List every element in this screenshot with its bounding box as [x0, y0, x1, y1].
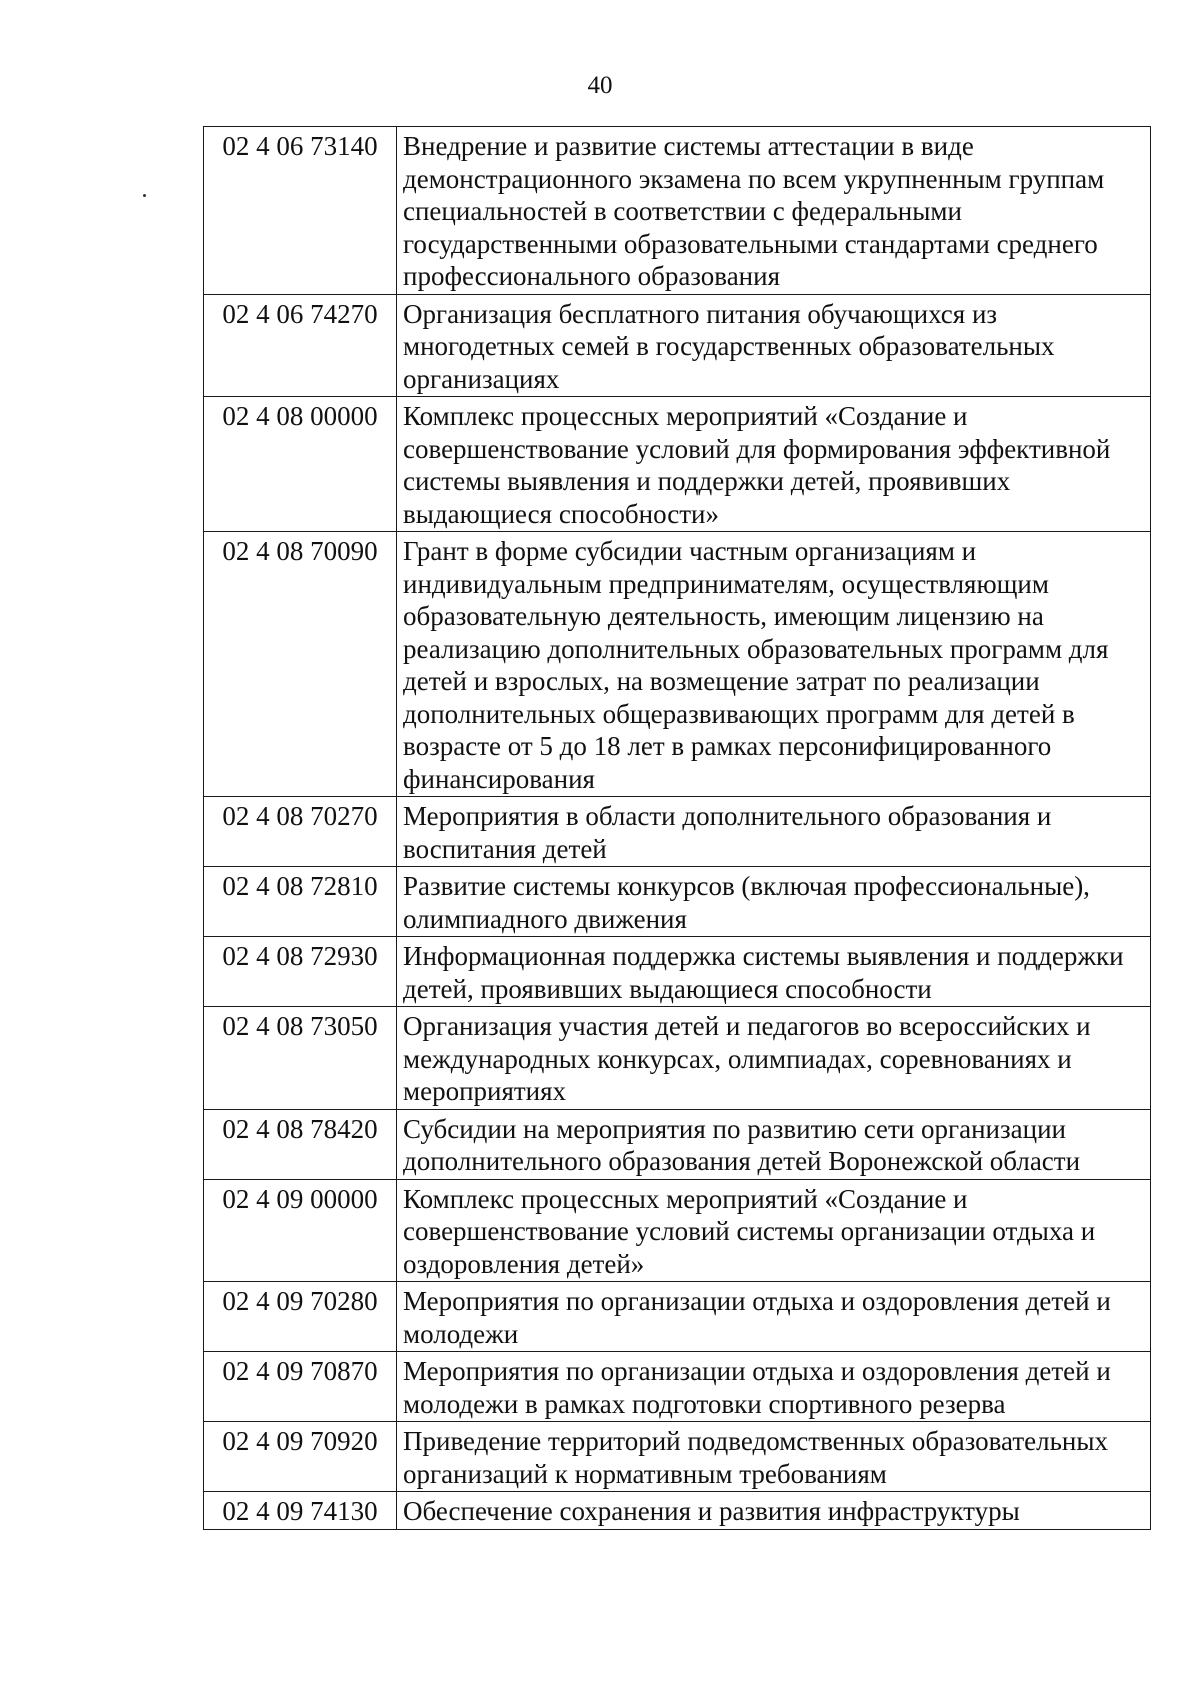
- code-cell: 02 4 08 78420: [204, 1109, 397, 1179]
- description-cell: Приведение территорий подведомственных образовательных организаций к нормативным требованиям: [397, 1422, 1151, 1492]
- table-row: [204, 1109, 1151, 1179]
- code-cell: 02 4 08 73050: [204, 1007, 397, 1110]
- description-cell: Организация бесплатного питания обучающихся из многодетных семей в государственных образовательных организациях: [397, 294, 1151, 397]
- code-cell: 02 4 09 00000: [204, 1179, 397, 1282]
- description-cell: Комплекс процессных мероприятий «Создание и совершенствование условий системы организации отдыха и оздоровления детей»: [397, 1179, 1151, 1282]
- table-row: [204, 1007, 1151, 1110]
- description-cell: Мероприятия в области дополнительного образования и воспитания детей: [397, 797, 1151, 867]
- table-row: [204, 532, 1151, 797]
- code-cell: 02 4 09 70280: [204, 1282, 397, 1352]
- table-row: [204, 1492, 1151, 1530]
- table-row: [204, 294, 1151, 397]
- description-cell: Субсидии на мероприятия по развитию сети организации дополнительного образования детей Воронежской области: [397, 1109, 1151, 1179]
- description-cell: Внедрение и развитие системы аттестации в виде демонстрационного экзамена по всем укрупненным группам специальностей в соответствии с федеральными государственными образовательными стандартами среднего профессионального образования: [397, 127, 1151, 295]
- table-row: [204, 797, 1151, 867]
- table-row: [204, 1352, 1151, 1422]
- description-cell: Обеспечение сохранения и развития инфраструктуры: [397, 1492, 1151, 1530]
- code-cell: 02 4 06 73140: [204, 127, 397, 295]
- code-cell: 02 4 08 70090: [204, 532, 397, 797]
- page-number: 40: [587, 72, 613, 99]
- table-row: [204, 937, 1151, 1007]
- code-cell: 02 4 09 70870: [204, 1352, 397, 1422]
- table-row: [204, 867, 1151, 937]
- table-row: [204, 1179, 1151, 1282]
- description-cell: Грант в форме субсидии частным организациям и индивидуальным предпринимателям, осуществляющим образовательную деятельность, имеющим лицензию на реализацию дополнительных образовательных программ для детей и взрослых, на возмещение затрат по реализации дополнительных общеразвивающих программ для детей в возрасте от 5 до 18 лет в рамках персонифицированного финансирования: [397, 532, 1151, 797]
- table-row: [204, 127, 1151, 295]
- description-cell: Информационная поддержка системы выявления и поддержки детей, проявивших выдающиеся способности: [397, 937, 1151, 1007]
- budget-code-table: [203, 126, 1151, 1530]
- code-cell: 02 4 06 74270: [204, 294, 397, 397]
- description-cell: Мероприятия по организации отдыха и оздоровления детей и молодежи в рамках подготовки спортивного резерва: [397, 1352, 1151, 1422]
- scan-speck: [143, 194, 146, 197]
- description-cell: Развитие системы конкурсов (включая профессиональные), олимпиадного движения: [397, 867, 1151, 937]
- code-cell: 02 4 08 72810: [204, 867, 397, 937]
- code-cell: 02 4 09 70920: [204, 1422, 397, 1492]
- table-row: [204, 1422, 1151, 1492]
- code-cell: 02 4 08 70270: [204, 797, 397, 867]
- description-cell: Организация участия детей и педагогов во всероссийских и международных конкурсах, олимпиадах, соревнованиях и мероприятиях: [397, 1007, 1151, 1110]
- description-cell: Мероприятия по организации отдыха и оздоровления детей и молодежи: [397, 1282, 1151, 1352]
- table-row: [204, 1282, 1151, 1352]
- code-cell: 02 4 08 72930: [204, 937, 397, 1007]
- description-cell: Комплекс процессных мероприятий «Создание и совершенствование условий для формирования эффективной системы выявления и поддержки детей, проявивших выдающиеся способности»: [397, 397, 1151, 532]
- code-cell: 02 4 08 00000: [204, 397, 397, 532]
- table-row: [204, 397, 1151, 532]
- code-cell: 02 4 09 74130: [204, 1492, 397, 1530]
